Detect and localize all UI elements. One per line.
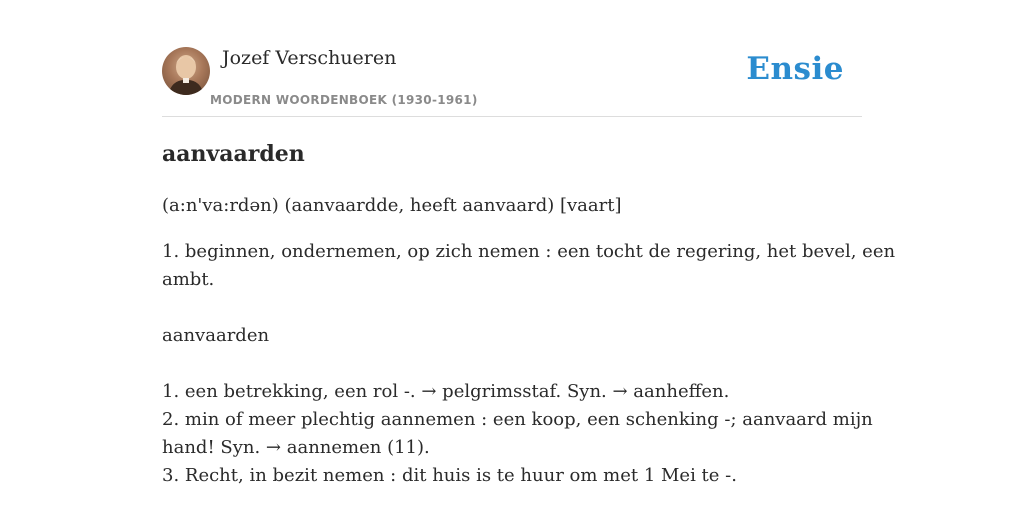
blank-line [162,350,862,378]
definition-line: 1. een betrekking, een rol -. → pelgrimsstaf. Syn. → aanheffen. [162,381,730,402]
author-name[interactable]: Jozef Verschueren [222,47,397,69]
definition-line: 2. min of meer plechtig aannemen : een koop, een schenking -; aanvaard mijn [162,409,873,430]
entry-content [162,138,896,486]
definition-line: 1. beginnen, ondernemen, op zich nemen : een tocht de regering, het bevel, een [162,241,896,262]
definition-line: 3. Recht, in bezit nemen : dit huis is te huur om met 1 Mei te -. [162,465,737,486]
blank-line [162,294,862,322]
author-avatar[interactable] [162,47,210,95]
pronunciation: (a:n'va:rdən) (aanvaardde, heeft aanvaard) [vaart] [162,195,622,216]
page-header [162,46,862,117]
portrait-image [162,47,210,95]
source-label[interactable]: MODERN WOORDENBOEK (1930-1961) [210,93,478,107]
definition-line: ambt. [162,269,215,290]
subheading: aanvaarden [162,325,270,346]
definition-line: hand! Syn. → aannemen (11). [162,437,430,458]
definition-text [162,238,896,490]
site-logo[interactable]: Ensie [746,51,844,87]
headword: aanvaarden [162,141,305,167]
